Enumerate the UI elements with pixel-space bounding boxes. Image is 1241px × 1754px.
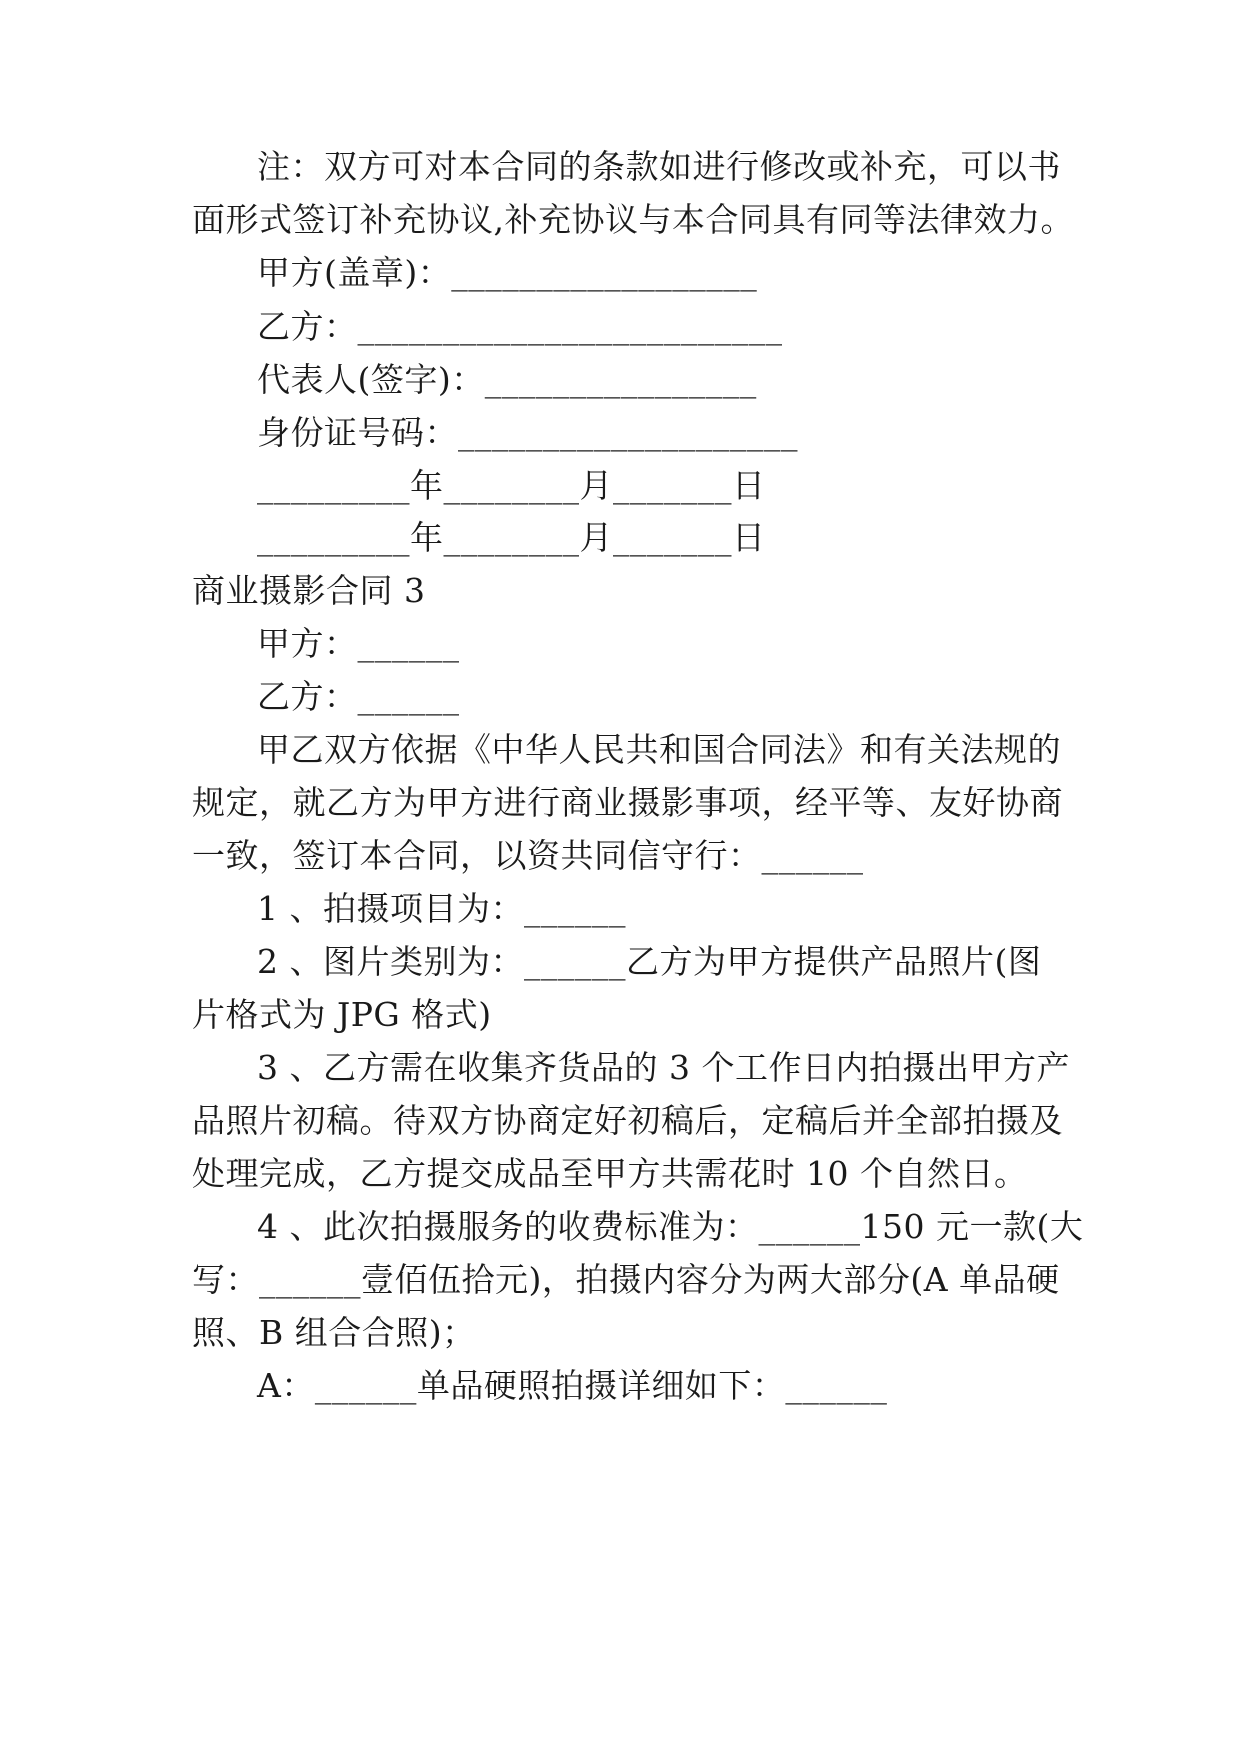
id-number-field: 身份证号码：____________________ bbox=[257, 413, 798, 452]
preamble-line-1: 甲乙双方依据《中华人民共和国合同法》和有关法规的 bbox=[257, 730, 1061, 769]
representative-field: 代表人(签字)：________________ bbox=[257, 360, 757, 399]
clause-4-line-3: 照、B 组合合照)； bbox=[192, 1313, 476, 1352]
clause-3-line-1: 3 、乙方需在收集齐货品的 3 个工作日内拍摄出甲方产 bbox=[257, 1048, 1070, 1087]
note-line-1: 注：双方可对本合同的条款如进行修改或补充，可以书 bbox=[257, 147, 1061, 186]
party-b-field-2: 乙方：______ bbox=[257, 677, 460, 716]
clause-4-line-1: 4 、此次拍摄服务的收费标准为：______150 元一款(大 bbox=[257, 1207, 1084, 1246]
party-a-seal-field: 甲方(盖章)：__________________ bbox=[257, 253, 758, 292]
clause-3-line-3: 处理完成，乙方提交成品至甲方共需花时 10 个自然日。 bbox=[192, 1154, 1028, 1193]
date-field-2: _________年________月_______日 bbox=[257, 518, 766, 557]
clause-3-line-2: 品照片初稿。待双方协商定好初稿后，定稿后并全部拍摄及 bbox=[192, 1101, 1063, 1140]
preamble-line-2: 规定，就乙方为甲方进行商业摄影事项，经平等、友好协商 bbox=[192, 783, 1063, 822]
section-a-line: A：______单品硬照拍摄详细如下：______ bbox=[257, 1366, 888, 1405]
clause-4-line-2: 写：______壹佰伍拾元)，拍摄内容分为两大部分(A 单品硬 bbox=[192, 1260, 1060, 1299]
clause-2-line-2: 片格式为 JPG 格式) bbox=[192, 995, 492, 1034]
party-b-field: 乙方：_________________________ bbox=[257, 307, 783, 346]
clause-1: 1 、拍摄项目为：______ bbox=[257, 889, 626, 928]
clause-2-line-1: 2 、图片类别为：______乙方为甲方提供产品照片(图 bbox=[257, 942, 1042, 981]
contract-title: 商业摄影合同 3 bbox=[192, 571, 426, 610]
party-a-field: 甲方：______ bbox=[257, 624, 460, 663]
date-field-1: _________年________月_______日 bbox=[257, 466, 766, 505]
preamble-line-3: 一致，签订本合同，以资共同信守行：______ bbox=[192, 836, 864, 875]
note-line-2: 面形式签订补充协议,补充协议与本合同具有同等法律效力。 bbox=[192, 200, 1074, 239]
